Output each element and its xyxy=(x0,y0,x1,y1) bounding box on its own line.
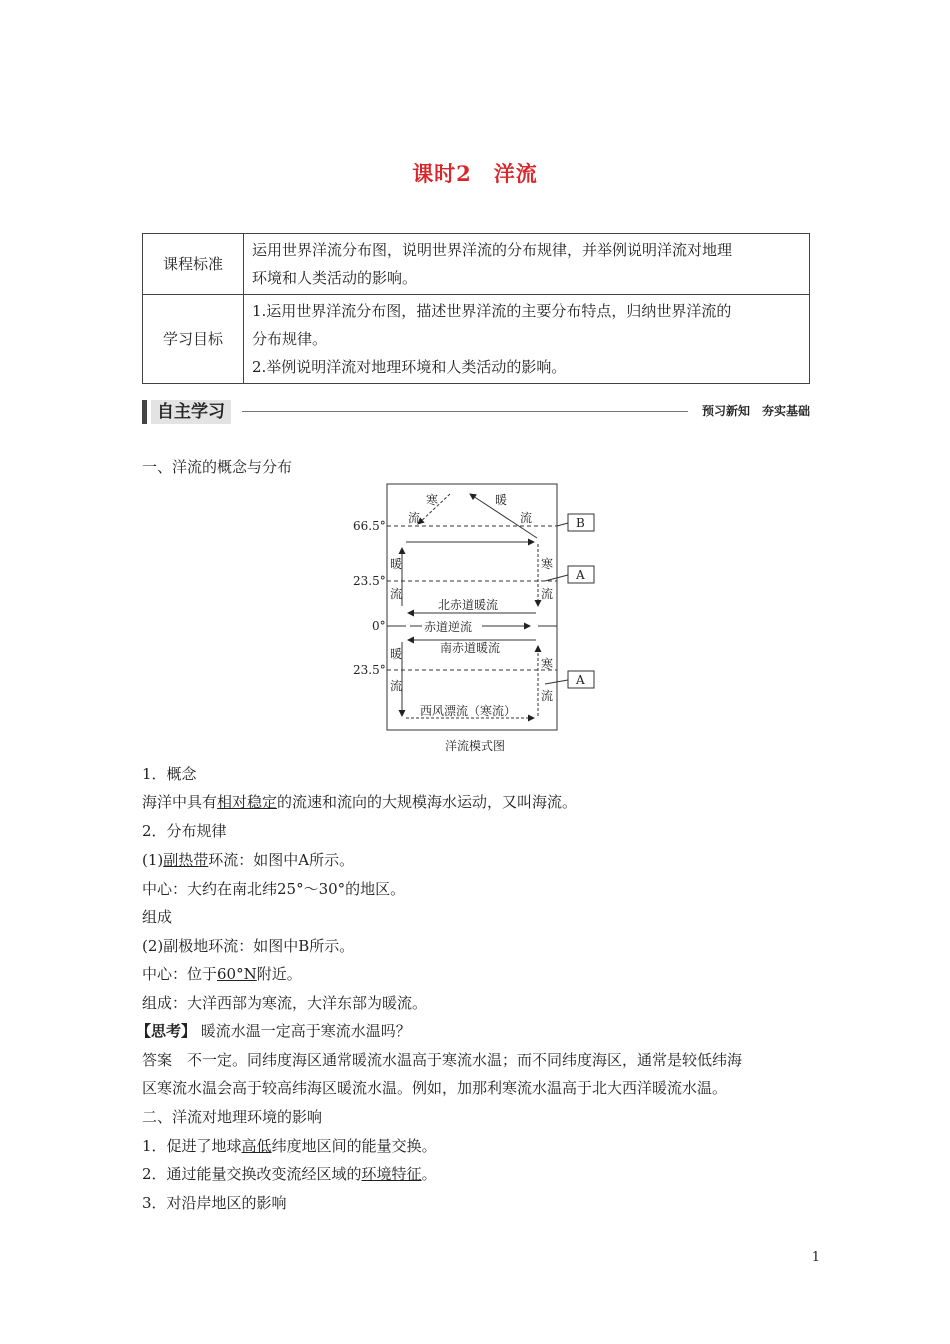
think-tag: 【思考】 xyxy=(136,1022,197,1040)
row-line: 环境和人类活动的影响。 xyxy=(252,269,418,287)
paragraph: 区寒流水温会高于较高纬海区暖流水温。例如，加那利寒流水温高于北大西洋暖流水温。 xyxy=(142,1079,728,1097)
section-label: 自主学习 xyxy=(151,400,231,424)
callout-b: B xyxy=(576,516,585,530)
section-bar xyxy=(142,398,810,426)
underlined-term: 副热带 xyxy=(163,851,209,869)
section-tagline: 预习新知 夯实基础 xyxy=(701,404,810,418)
label-warm: 流 xyxy=(390,679,403,693)
label-warm: 暖 xyxy=(390,647,403,661)
page-number: 1 xyxy=(811,1250,820,1265)
label-warm: 暖 xyxy=(390,557,403,571)
label-cold: 寒 xyxy=(541,557,554,571)
text: 暖流水温一定高于寒流水温吗？ xyxy=(200,1022,411,1040)
lat-label: 23.5° xyxy=(353,574,386,588)
paragraph xyxy=(142,963,302,985)
text: (1) xyxy=(142,851,164,869)
ocean-current-diagram xyxy=(350,478,610,734)
item-heading: 2．分布规律 xyxy=(142,822,227,840)
text: 。 xyxy=(421,1165,437,1183)
paragraph: 答案 不一定。同纬度海区通常暖流水温高于寒流水温；而不同纬度海区，通常是较低纬海 xyxy=(142,1051,743,1069)
paragraph xyxy=(142,1135,437,1157)
label-warm: 流 xyxy=(520,511,533,525)
paragraph: 3．对沿岸地区的影响 xyxy=(142,1194,287,1212)
paragraph xyxy=(136,1020,411,1042)
standards-table xyxy=(142,233,810,384)
lat-label: 0° xyxy=(372,619,386,633)
text: 海洋中具有 xyxy=(142,793,218,811)
row-line: 1.运用世界洋流分布图，描述世界洋流的主要分布特点，归纳世界洋流的 xyxy=(252,302,732,320)
paragraph xyxy=(142,791,577,813)
item-concept-heading: 1．概念 xyxy=(142,765,197,783)
row-key: 学习目标 xyxy=(143,295,244,384)
callout-a: A xyxy=(576,673,585,687)
row-value xyxy=(244,234,810,295)
text: 附近。 xyxy=(256,965,302,983)
heading-impact: 二、洋流对地理环境的影响 xyxy=(142,1108,323,1126)
text: 的流速和流向的大规模海水运动，又叫海流。 xyxy=(277,793,578,811)
underlined-term: 相对稳定 xyxy=(217,793,278,811)
row-value xyxy=(244,295,810,384)
label-s-equatorial: 南赤道暖流 xyxy=(440,641,501,655)
lat-label: 66.5° xyxy=(353,519,386,533)
text: 中心：位于 xyxy=(142,965,218,983)
row-key: 课程标准 xyxy=(143,234,244,295)
table-row xyxy=(143,295,810,384)
text: 2．通过能量交换改变流经区域的 xyxy=(142,1165,362,1183)
text: 纬度地区间的能量交换。 xyxy=(271,1137,437,1155)
lat-label: 23.5° xyxy=(353,663,386,677)
heading-concept: 一、洋流的概念与分布 xyxy=(142,458,293,476)
row-line: 运用世界洋流分布图，说明世界洋流的分布规律，并举例说明洋流对地理 xyxy=(252,241,733,259)
row-line: 分布规律。 xyxy=(252,330,328,348)
label-warm: 暖 xyxy=(495,493,508,507)
paragraph: 中心：大约在南北纬25°～30°的地区。 xyxy=(142,880,406,898)
paragraph: 组成：大洋西部为寒流，大洋东部为暖流。 xyxy=(142,994,428,1012)
row-line: 2.举例说明洋流对地理环境和人类活动的影响。 xyxy=(252,358,567,376)
section-mark xyxy=(142,400,147,424)
paragraph xyxy=(142,1163,437,1185)
text: 环流：如图中A所示。 xyxy=(208,851,355,869)
label-cold: 寒 xyxy=(541,657,554,671)
label-west-wind-drift: 西风漂流（寒流） xyxy=(420,704,517,718)
paragraph: (2)副极地环流：如图中B所示。 xyxy=(142,937,355,955)
paragraph: 组成 xyxy=(142,908,173,926)
underlined-term: 环境特征 xyxy=(361,1165,422,1183)
page-title: 课时2 洋流 xyxy=(412,161,538,186)
label-n-equatorial: 北赤道暖流 xyxy=(438,598,499,612)
figure-caption: 洋流模式图 xyxy=(444,739,505,753)
label-cold: 流 xyxy=(541,689,554,703)
underlined-term: 60°N xyxy=(217,965,257,983)
label-cold: 寒 xyxy=(426,493,439,507)
callout-a: A xyxy=(576,568,585,582)
paragraph xyxy=(142,849,354,871)
underlined-term: 高低 xyxy=(241,1137,272,1155)
section-rule xyxy=(242,411,688,412)
table-row xyxy=(143,234,810,295)
label-cold: 流 xyxy=(541,587,554,601)
text: 1．促进了地球 xyxy=(142,1137,242,1155)
label-counter-current: 赤道逆流 xyxy=(424,620,473,634)
label-cold: 流 xyxy=(408,511,421,525)
label-warm: 流 xyxy=(390,587,403,601)
